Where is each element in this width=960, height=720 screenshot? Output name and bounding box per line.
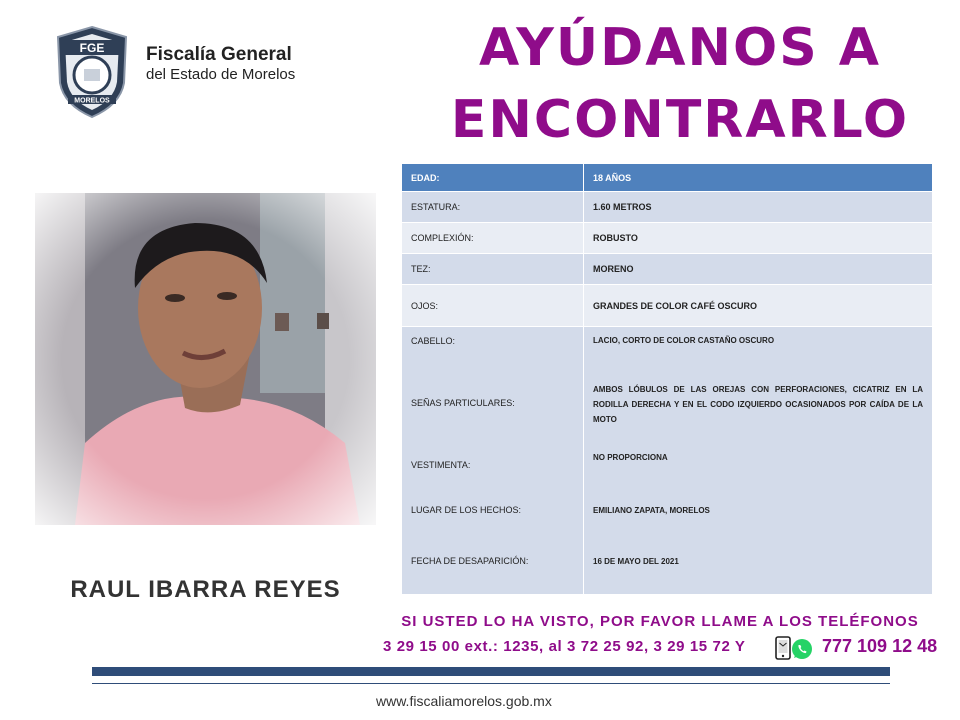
label-edad: EDAD: — [402, 164, 584, 192]
missing-person-photo — [35, 193, 376, 525]
whatsapp-number: 777 109 12 48 — [822, 636, 938, 656]
contact-phones: 3 29 15 00 ext.: 1235, al 3 72 25 92, 3 29 15 72 Y — [383, 638, 746, 655]
table-row — [402, 164, 933, 192]
table-row — [402, 223, 933, 254]
person-name: RAUL IBARRA REYES — [70, 576, 341, 603]
table-row — [402, 254, 933, 285]
fge-shield-logo-icon — [54, 25, 130, 119]
value-tez: MORENO — [584, 254, 933, 285]
value-fecha: 16 DE MAYO DEL 2021 — [593, 557, 679, 566]
values-cell — [584, 327, 933, 595]
value-cabello: LACIO, CORTO DE COLOR CASTAÑO OSCURO — [593, 336, 775, 345]
label-cabello: CABELLO: — [411, 336, 456, 346]
contact-line1: SI USTED LO HA VISTO, POR FAVOR LLAME A LOS TELÉFONOS — [401, 613, 919, 630]
table-row — [402, 285, 933, 327]
label-ojos: OJOS: — [402, 285, 584, 327]
details-table — [401, 163, 933, 595]
label-senas: SEÑAS PARTICULARES: — [411, 398, 515, 408]
label-tez: TEZ: — [402, 254, 584, 285]
whatsapp-icon — [791, 638, 813, 660]
website-link[interactable]: www.fiscaliamorelos.gob.mx — [376, 693, 552, 709]
value-lugar: EMILIANO ZAPATA, MORELOS — [593, 506, 710, 515]
value-edad: 18 AÑOS — [584, 164, 933, 192]
table-row — [402, 192, 933, 223]
value-complexion: ROBUSTO — [584, 223, 933, 254]
table-row — [402, 327, 933, 595]
label-estatura: ESTATURA: — [402, 192, 584, 223]
value-estatura: 1.60 METROS — [584, 192, 933, 223]
footer-divider — [92, 683, 890, 684]
footer-bar — [92, 667, 890, 676]
label-vestimenta: VESTIMENTA: — [411, 460, 471, 470]
value-ojos: GRANDES DE COLOR CAFÉ OSCURO — [584, 285, 933, 327]
org-subtitle: del Estado de Morelos — [146, 66, 296, 83]
logo-text: FGE — [79, 41, 105, 55]
labels-cell — [402, 327, 584, 595]
logo-ribbon-text: MORELOS — [74, 97, 110, 105]
headline-line1: AYÚDANOS A — [478, 18, 882, 78]
mobile-phone-icon — [775, 636, 791, 660]
label-complexion: COMPLEXIÓN: — [402, 223, 584, 254]
headline-line2: ENCONTRARLO — [450, 90, 910, 150]
org-name: Fiscalía General — [146, 44, 292, 65]
value-senas: AMBOS LÓBULOS DE LAS OREJAS CON PERFORACIONES, CICATRIZ EN LA RODILLA DERECHA Y EN EL CODO IZQUIERDO OCASIONADOS POR CAÍDA DE LA MOTO — [593, 385, 923, 424]
label-fecha: FECHA DE DESAPARICIÓN: — [411, 556, 529, 566]
label-lugar: LUGAR DE LOS HECHOS: — [411, 505, 522, 515]
value-vestimenta: NO PROPORCIONA — [593, 453, 668, 462]
